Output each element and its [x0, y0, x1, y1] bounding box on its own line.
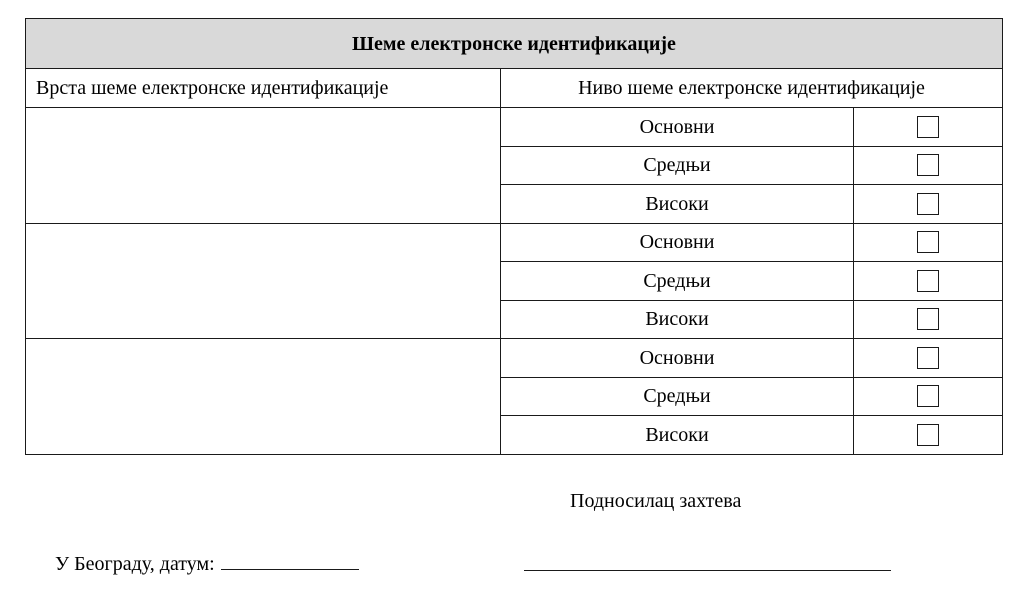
table-row: [26, 108, 1003, 147]
signature-field[interactable]: [524, 569, 891, 571]
checkbox-cell: [854, 339, 1003, 378]
scheme-type-field-3[interactable]: [26, 339, 501, 455]
level-checkbox[interactable]: [917, 154, 939, 176]
level-label: Високи: [501, 416, 854, 455]
table-row: [26, 223, 1003, 262]
column-header-scheme-level: Ниво шеме електронске идентификације: [501, 69, 1003, 108]
place-date-line: [55, 549, 359, 576]
checkbox-cell: [854, 185, 1003, 224]
place-date-label: У Београду, датум:: [55, 553, 215, 575]
date-field[interactable]: [221, 549, 359, 570]
checkbox-cell: [854, 108, 1003, 147]
level-checkbox[interactable]: [917, 308, 939, 330]
table-title: Шеме електронске идентификације: [26, 19, 1003, 69]
checkbox-cell: [854, 300, 1003, 339]
level-label: Основни: [501, 108, 854, 147]
checkbox-cell: [854, 223, 1003, 262]
checkbox-cell: [854, 377, 1003, 416]
level-label: Високи: [501, 300, 854, 339]
level-checkbox[interactable]: [917, 385, 939, 407]
level-label: Основни: [501, 339, 854, 378]
level-checkbox[interactable]: [917, 193, 939, 215]
level-checkbox[interactable]: [917, 231, 939, 253]
level-label: Средњи: [501, 262, 854, 301]
level-label: Средњи: [501, 377, 854, 416]
level-checkbox[interactable]: [917, 347, 939, 369]
applicant-label: Подносилац захтева: [570, 490, 742, 512]
table-title-row: [26, 19, 1003, 69]
table-header-row: [26, 69, 1003, 108]
column-header-scheme-type: Врста шеме електронске идентификације: [26, 69, 501, 108]
level-label: Средњи: [501, 146, 854, 185]
level-label: Високи: [501, 185, 854, 224]
checkbox-cell: [854, 262, 1003, 301]
level-checkbox[interactable]: [917, 116, 939, 138]
table-row: [26, 339, 1003, 378]
checkbox-cell: [854, 416, 1003, 455]
level-checkbox[interactable]: [917, 424, 939, 446]
level-label: Основни: [501, 223, 854, 262]
level-checkbox[interactable]: [917, 270, 939, 292]
checkbox-cell: [854, 146, 1003, 185]
scheme-type-field-1[interactable]: [26, 108, 501, 224]
identification-schemes-table: [25, 18, 1003, 455]
scheme-type-field-2[interactable]: [26, 223, 501, 339]
